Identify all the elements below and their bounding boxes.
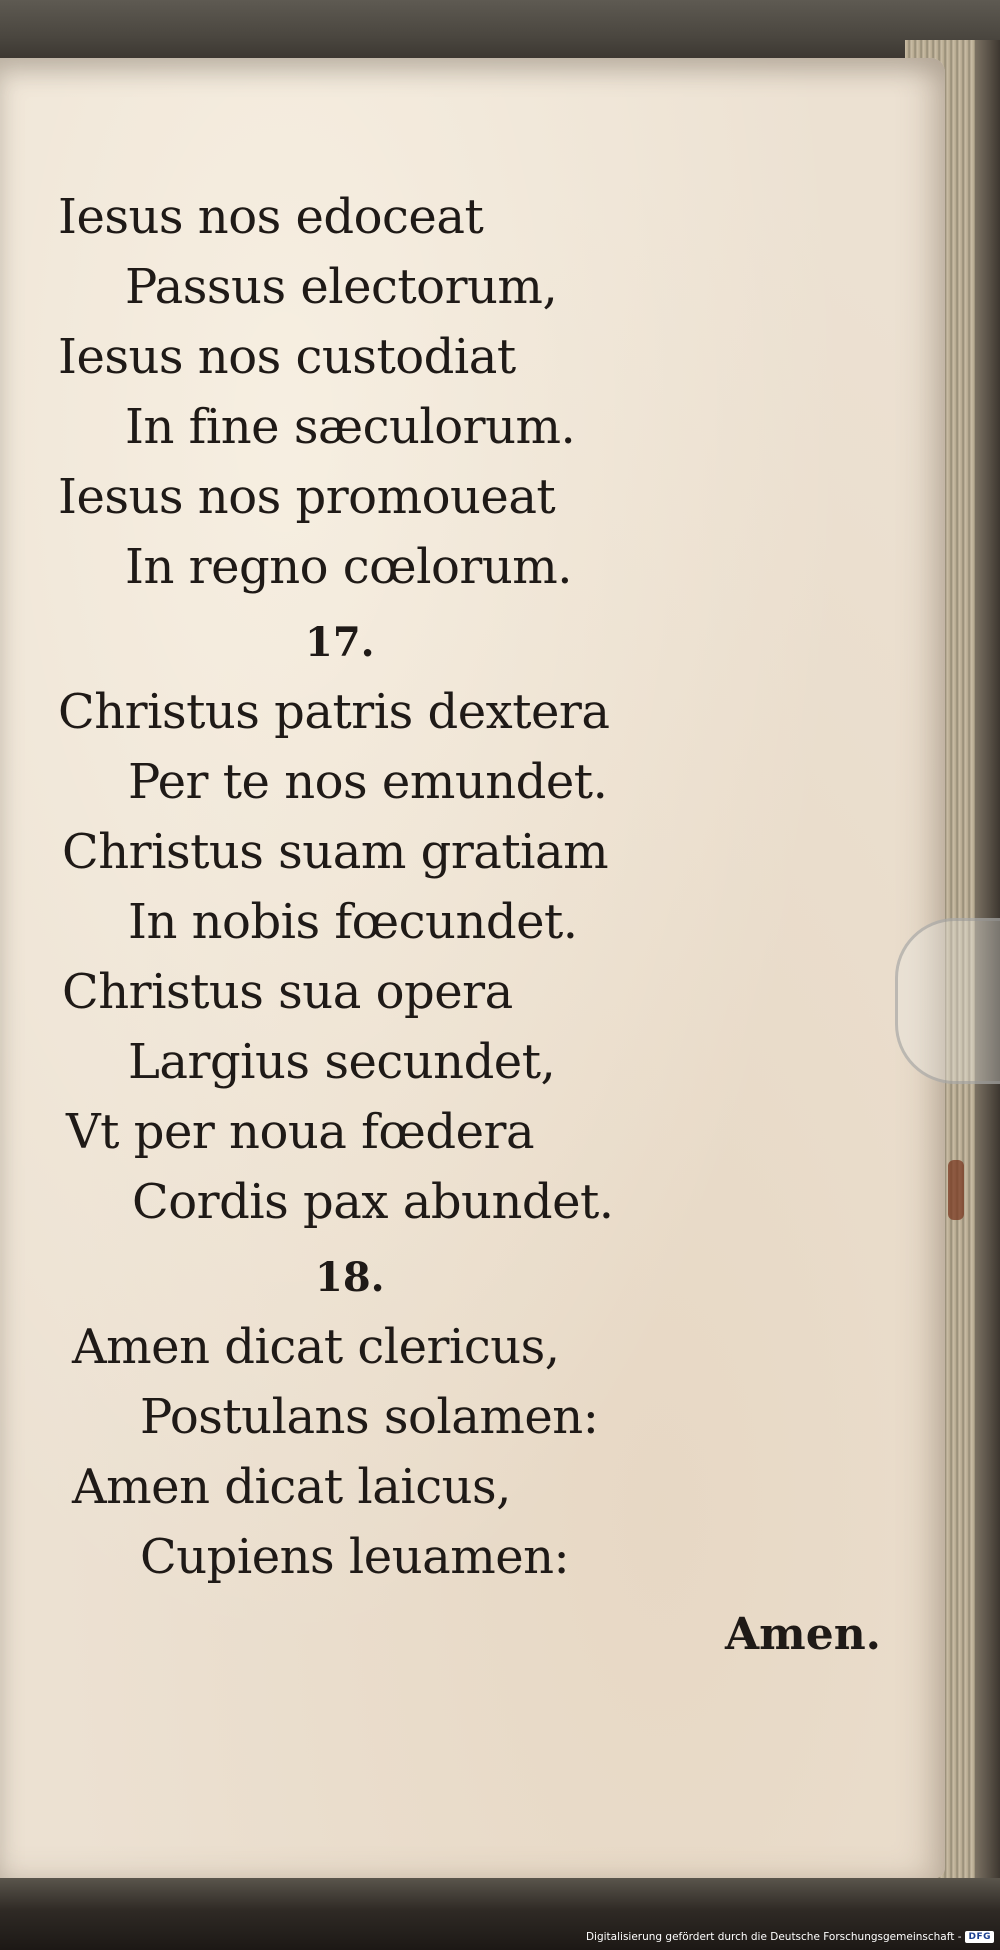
verse-line: Christus sua opera — [62, 964, 513, 1020]
verse-line: In fine sæculorum. — [125, 399, 576, 455]
verse-line: Cordis pax abundet. — [132, 1174, 614, 1230]
verse-line: In regno cœlorum. — [125, 539, 573, 595]
verse-line: Christus suam gratiam — [62, 824, 609, 880]
page-text — [0, 58, 945, 1878]
verse-line: Amen dicat laicus, — [72, 1459, 511, 1515]
verse-line: Largius secundet, — [128, 1034, 556, 1090]
verse-line: Christus patris dextera — [58, 684, 610, 740]
stanza-number: 17. — [305, 619, 375, 666]
book-page — [0, 58, 945, 1878]
verse-line: Postulans solamen: — [140, 1389, 599, 1445]
verse-line: Per te nos emundet. — [128, 754, 608, 810]
footer-credit: Digitalisierung gefördert durch die Deutsche Forschungsgemeinschaft - — [585, 1931, 962, 1943]
verse-line: Iesus nos edoceat — [58, 189, 484, 245]
page-stain — [948, 1160, 964, 1220]
verse-line: In nobis fœcundet. — [128, 894, 578, 950]
book-binding-bottom — [0, 1878, 1000, 1950]
verse-line: Vt per noua fœdera — [66, 1104, 535, 1160]
verse-line: Passus electorum, — [125, 259, 558, 315]
dfg-logo-icon: DFG — [965, 1931, 994, 1943]
verse-line: Iesus nos custodiat — [58, 329, 516, 385]
verse-line: Amen dicat clericus, — [72, 1319, 560, 1375]
verse-line: Iesus nos promoueat — [58, 469, 556, 525]
book-binding-top — [0, 0, 1000, 62]
stanza-number: 18. — [315, 1254, 385, 1301]
catchword: Amen. — [725, 1609, 881, 1660]
bookmark-clip — [895, 918, 1000, 1084]
digitization-footer — [586, 1928, 994, 1946]
verse-line: Cupiens leuamen: — [140, 1529, 570, 1585]
